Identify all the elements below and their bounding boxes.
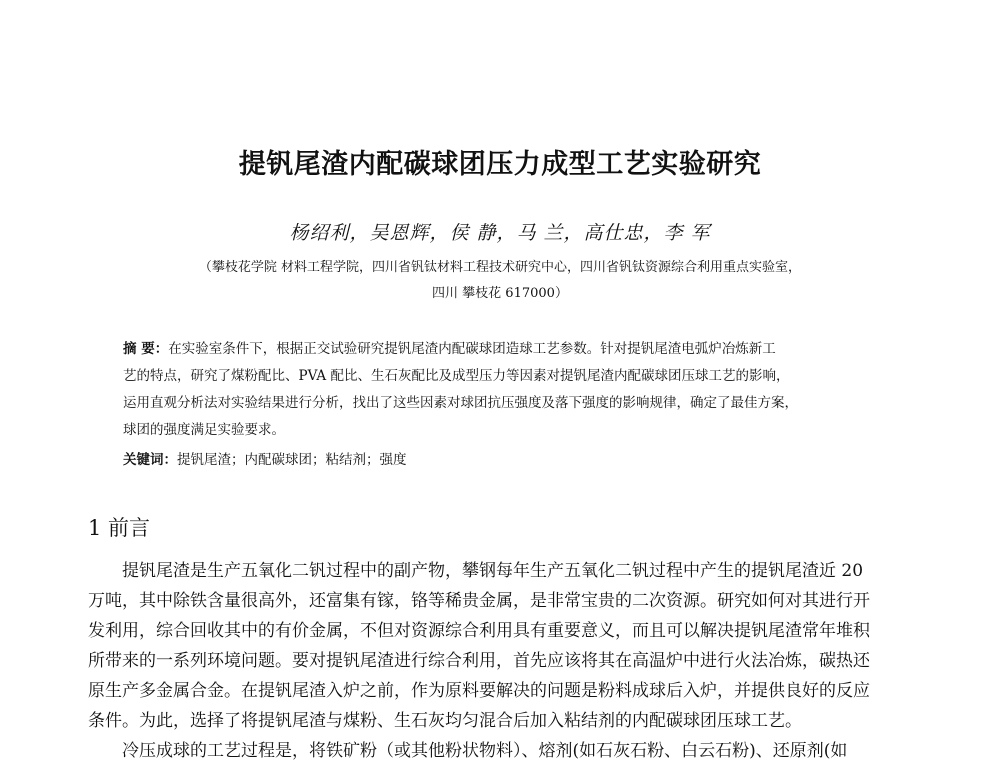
body-line: 冷压成球的工艺过程是，将铁矿粉（或其他粉状物料）、熔剂(如石灰石粉、白云石粉)、还原剂(如 bbox=[122, 741, 848, 761]
abstract bbox=[123, 336, 875, 444]
paper-title: 提钒尾渣内配碳球团压力成型工艺实验研究 bbox=[238, 149, 762, 180]
affiliation-line-2: 四川 攀枝花 617000） bbox=[432, 286, 568, 301]
keywords-label: 关键词： bbox=[123, 452, 177, 468]
affiliation-line-1: （攀枝花学院 材料工程学院，四川省钒钛材料工程技术研究中心，四川省钒钛资源综合利用重点实验室， bbox=[198, 260, 802, 275]
body-line: 所带来的一系列环境问题。要对提钒尾渣进行综合利用，首先应该将其在高温炉中进行火法冶炼，碳热还 bbox=[88, 651, 870, 671]
keywords bbox=[123, 448, 407, 468]
abstract-line: 艺的特点，研究了煤粉配比、PVA 配比、生石灰配比及成型压力等因素对提钒尾渣内配碳球团压球工艺的影响， bbox=[123, 368, 790, 384]
abstract-text: 在实验室条件下，根据正交试验研究提钒尾渣内配碳球团造球工艺参数。针对提钒尾渣电弧炉冶炼新工 bbox=[168, 341, 776, 357]
body-line: 万吨，其中除铁含量很高外，还富集有镓，铬等稀贵金属，是非常宝贵的二次资源。研究如何对其进行开 bbox=[88, 591, 870, 611]
body-line: 发利用，综合回收其中的有价金属，不但对资源综合利用具有重要意义，而且可以解决提钒尾渣常年堆积 bbox=[88, 621, 870, 641]
introduction-body bbox=[88, 556, 908, 766]
body-line: 条件。为此，选择了将提钒尾渣与煤粉、生石灰均匀混合后加入粘结剂的内配碳球团压球工艺。 bbox=[88, 711, 802, 731]
abstract-line bbox=[123, 336, 875, 363]
section-heading-introduction: 1 前言 bbox=[88, 516, 151, 540]
keywords-text: 提钒尾渣；内配碳球团；粘结剂；强度 bbox=[177, 452, 407, 468]
abstract-line: 球团的强度满足实验要求。 bbox=[123, 422, 285, 438]
body-line: 原生产多金属合金。在提钒尾渣入炉之前，作为原料要解决的问题是粉料成球后入炉，并提供良好的反应 bbox=[88, 681, 870, 701]
abstract-label: 摘 要： bbox=[123, 341, 169, 357]
abstract-line: 运用直观分析法对实验结果进行分析，找出了这些因素对球团抗压强度及落下强度的影响规律，确定了最佳方案， bbox=[123, 395, 798, 411]
author-list: 杨绍利，吴恩辉，侯 静，马 兰，高仕忠，李 军 bbox=[289, 222, 711, 244]
body-line: 提钒尾渣是生产五氧化二钒过程中的副产物，攀钢每年生产五氧化二钒过程中产生的提钒尾渣近 20 bbox=[122, 561, 864, 581]
